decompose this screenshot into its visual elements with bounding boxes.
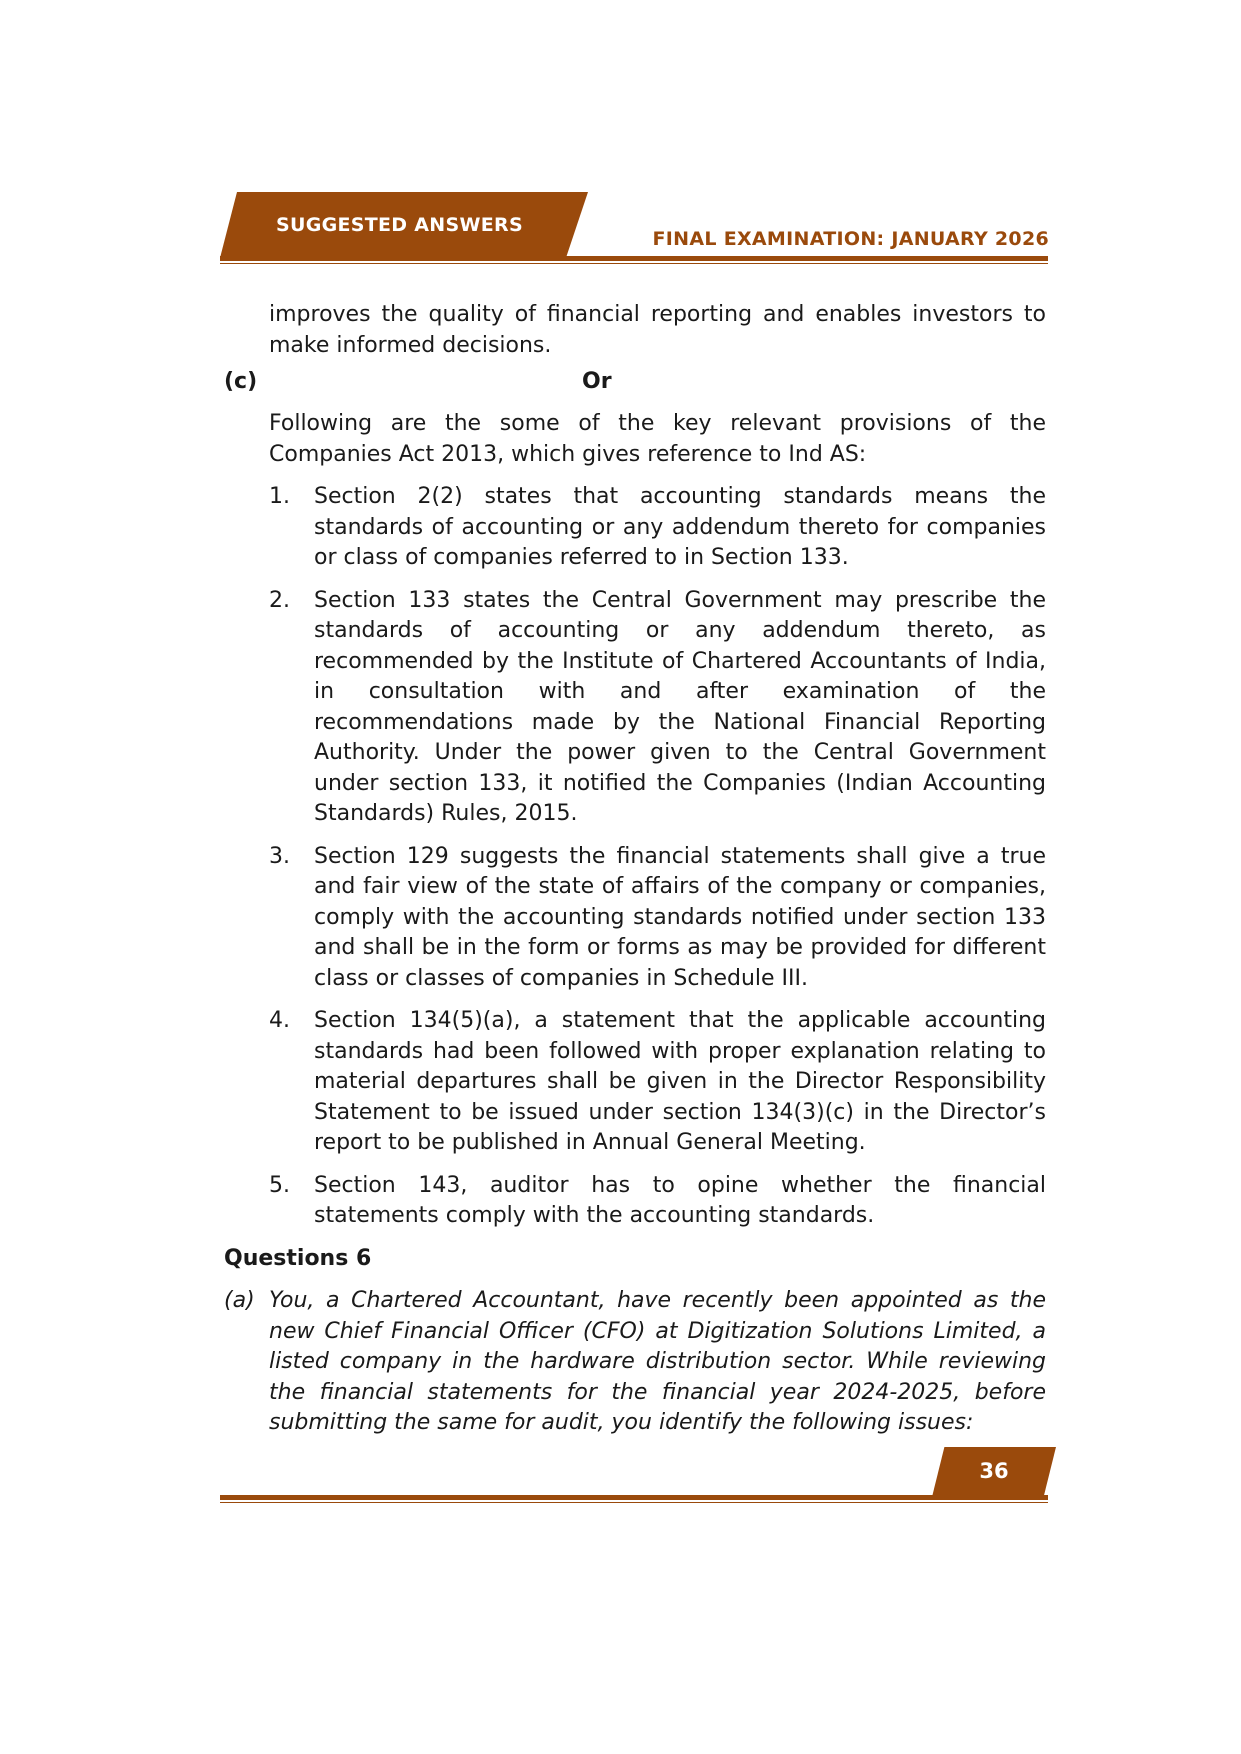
list-item-text: Section 133 states the Central Government may prescribe the standards of accounting or any addendum thereto, as recommended by the Institute of Chartered Accountants of India, in consultation with and after examination of the recommendations made by the National Financial Reporting Authority. Under the power given to the Central Government under section 133, it notified the Companies (Indian Accounting Standards) Rules, 2015. (314, 587, 1046, 826)
list-item (269, 482, 1046, 574)
section-c-heading (224, 367, 1046, 397)
section-c-label: (c) (224, 369, 258, 394)
list-item (269, 1171, 1046, 1232)
provisions-list (269, 482, 1046, 1232)
exam-title: FINAL EXAMINATION: JANUARY 2026 (652, 228, 1049, 250)
page-number: 36 (979, 1459, 1009, 1483)
list-item (269, 586, 1046, 830)
list-item-text: Section 143, auditor has to opine whether the financial statements comply with the accounting standards. (314, 1172, 1046, 1228)
question-a-text: You, a Chartered Accountant, have recently been appointed as the new Chief Financial Officer (CFO) at Digitization Solutions Limited, a listed company in the hardware distribution sector. While reviewing the financial statements for the financial year 2024-2025, before submitting the same for audit, you identify the following issues: (269, 1288, 1046, 1435)
intro-continuation: improves the quality of financial reporting and enables investors to make informed decisions. (269, 302, 1046, 358)
list-item-number: 3. (269, 843, 290, 869)
header-tab-label: SUGGESTED ANSWERS (276, 214, 523, 236)
footer-rule-thin (220, 1502, 1048, 1503)
list-item-number: 1. (269, 484, 290, 509)
list-item (269, 1006, 1046, 1159)
header-rule-thin (220, 263, 1048, 264)
list-item-text: Section 2(2) states that accounting standards means the standards of accounting or any addendum thereto for companies or class of companies referred to in Section 133. (314, 484, 1046, 570)
section-c-intro: Following are the some of the key relevant provisions of the Companies Act 2013, which gives reference to Ind AS: (269, 411, 1046, 467)
list-item-number: 4. (269, 1008, 290, 1033)
list-item-number: 5. (269, 1172, 290, 1198)
question-a (224, 1286, 1046, 1439)
footer-rule (220, 1495, 1048, 1500)
or-separator: Or (582, 369, 612, 394)
questions-heading: Questions 6 (224, 1245, 372, 1271)
list-item (269, 842, 1046, 995)
question-a-label: (a) (224, 1288, 255, 1313)
list-item-text: Section 129 suggests the financial statements shall give a true and fair view of the state of affairs of the company or companies, comply with the accounting standards notified under section 133 and shall be in the form or forms as may be provided for different class or classes of companies in Schedule III. (314, 843, 1046, 991)
list-item-number: 2. (269, 587, 290, 613)
page-content (224, 300, 1046, 1439)
header-rule (220, 256, 1048, 261)
list-item-text: Section 134(5)(a), a statement that the applicable accounting standards had been followed with proper explanation relating to material departures shall be given in the Director Responsibility Statement to be issued under section 134(3)(c) in the Director’s report to be published in Annual General Meeting. (314, 1008, 1046, 1155)
